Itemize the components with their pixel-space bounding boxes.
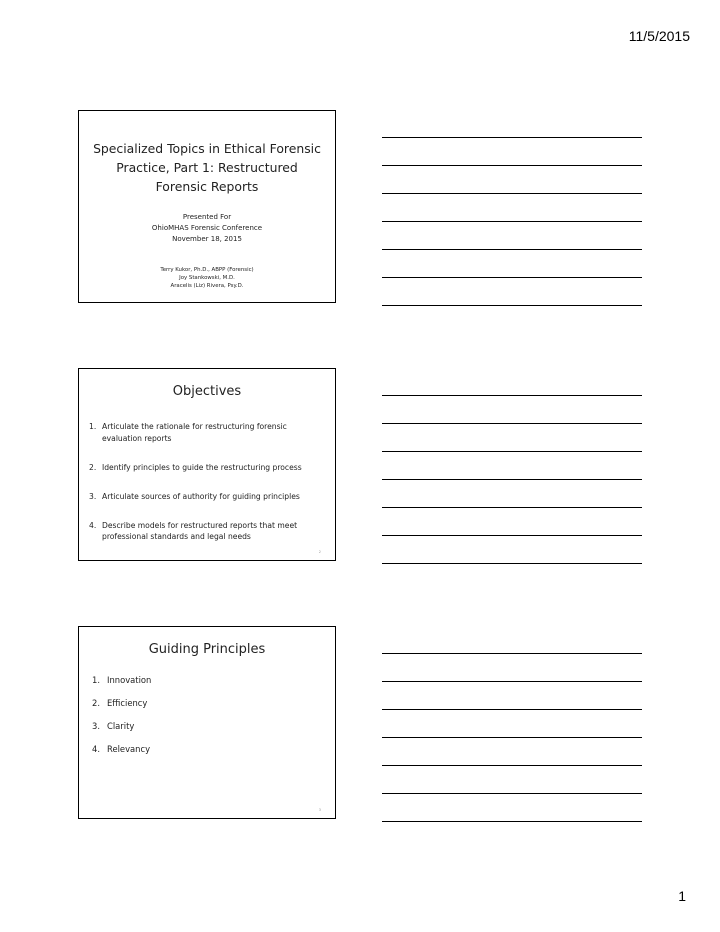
presented-line: OhioMHAS Forensic Conference	[151, 224, 263, 232]
item-number: 4.	[89, 520, 97, 530]
item-number: 4.	[92, 744, 100, 754]
note-line	[382, 249, 642, 250]
note-line	[382, 193, 642, 194]
item-number: 1.	[92, 675, 100, 685]
note-line	[382, 709, 642, 710]
principles-list	[92, 674, 151, 766]
item-text: Efficiency	[107, 698, 148, 708]
list-item	[92, 674, 151, 686]
slide-heading: Objectives	[172, 384, 242, 399]
slide-3-guiding-principles	[78, 626, 336, 819]
list-item	[89, 462, 325, 474]
slide-heading: Guiding Principles	[148, 642, 266, 657]
item-number: 3.	[89, 491, 97, 501]
item-number: 2.	[89, 462, 97, 472]
item-number: 1.	[89, 422, 97, 431]
list-item	[92, 743, 151, 755]
note-line	[382, 793, 642, 794]
list-item	[89, 520, 325, 543]
presented-line: Presented For	[182, 213, 232, 221]
note-line	[382, 765, 642, 766]
note-line	[382, 221, 642, 222]
page-number: 1	[678, 888, 686, 904]
presented-line: November 18, 2015	[172, 235, 242, 243]
note-line	[382, 535, 642, 536]
note-line	[382, 479, 642, 480]
list-item	[89, 421, 325, 444]
item-text: Clarity	[107, 721, 135, 731]
note-line	[382, 681, 642, 682]
author-list	[79, 267, 335, 290]
note-line	[382, 563, 642, 564]
author-line: Terry Kukor, Ph.D., ABPP (Forensic)	[160, 267, 254, 273]
title-line: Specialized Topics in Ethical Forensic	[93, 141, 321, 156]
author-line: Joy Stankowski, M.D.	[179, 274, 235, 281]
item-text: Relevancy	[107, 744, 151, 754]
note-line	[382, 165, 642, 166]
slide-2-objectives	[78, 368, 336, 561]
note-line	[382, 653, 642, 654]
item-number: 3.	[92, 721, 100, 731]
slide-1-title	[78, 110, 336, 303]
item-text: Identify principles to guide the restructuring process	[102, 462, 302, 472]
item-text: Innovation	[107, 675, 152, 685]
document-date: 11/5/2015	[628, 28, 690, 44]
item-number: 2.	[92, 698, 100, 708]
slide-number: 3	[318, 808, 321, 812]
note-line	[382, 137, 642, 138]
note-line	[382, 423, 642, 424]
note-line	[382, 395, 642, 396]
objectives-list	[89, 421, 325, 560]
note-line	[382, 305, 642, 306]
item-text: Articulate the rationale for restructuring forensic evaluation reports	[102, 422, 287, 443]
list-item	[92, 697, 151, 709]
item-text: Describe models for restructured reports that meet professional standards and legal needs	[102, 520, 298, 541]
note-line	[382, 737, 642, 738]
presentation-title	[79, 139, 335, 196]
list-item	[92, 720, 151, 732]
note-line	[382, 507, 642, 508]
note-line	[382, 451, 642, 452]
note-line	[382, 277, 642, 278]
title-line: Practice, Part 1: Restructured	[116, 160, 298, 175]
slide-number: 2	[318, 550, 321, 554]
item-text: Articulate sources of authority for guiding principles	[102, 491, 300, 501]
list-item	[89, 491, 325, 503]
author-line: Aracelis (Liz) Rivera, Psy.D.	[170, 282, 244, 289]
presented-for	[79, 212, 335, 245]
title-line: Forensic Reports	[155, 179, 259, 194]
note-line	[382, 821, 642, 822]
